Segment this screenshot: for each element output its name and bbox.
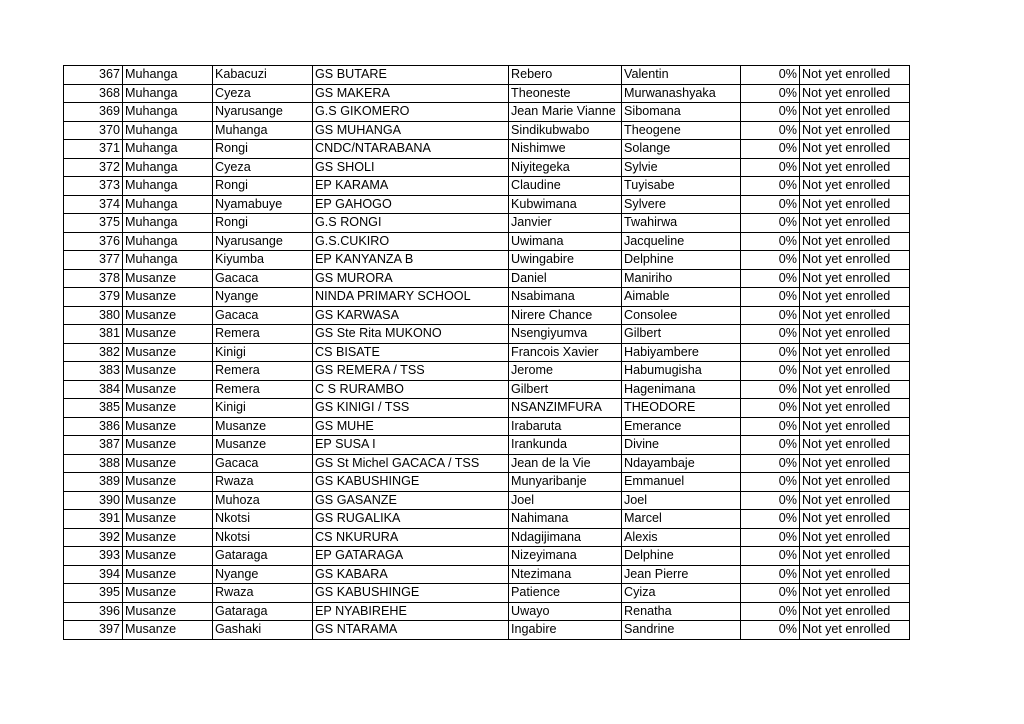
cell-last-name: Hagenimana: [622, 380, 741, 399]
cell-school: C S RURAMBO: [313, 380, 509, 399]
cell-enrollment-status: Not yet enrolled: [800, 380, 910, 399]
cell-enrollment-status: Not yet enrolled: [800, 140, 910, 159]
cell-first-name: NSANZIMFURA: [509, 399, 622, 418]
cell-enrollment-status: Not yet enrolled: [800, 343, 910, 362]
cell-last-name: Sylvie: [622, 158, 741, 177]
cell-sector: Remera: [213, 380, 313, 399]
cell-school: GS St Michel GACACA / TSS: [313, 454, 509, 473]
cell-enrollment-status: Not yet enrolled: [800, 325, 910, 344]
cell-first-name: Niyitegeka: [509, 158, 622, 177]
cell-school: EP GAHOGO: [313, 195, 509, 214]
cell-enrollment-status: Not yet enrolled: [800, 621, 910, 640]
cell-sector: Gashaki: [213, 621, 313, 640]
cell-district: Musanze: [123, 510, 213, 529]
table-row: [64, 103, 910, 122]
table-row: [64, 602, 910, 621]
cell-progress-percent: 0%: [741, 510, 800, 529]
cell-progress-percent: 0%: [741, 380, 800, 399]
cell-enrollment-status: Not yet enrolled: [800, 399, 910, 418]
cell-row-number: 383: [64, 362, 123, 381]
cell-progress-percent: 0%: [741, 602, 800, 621]
cell-first-name: Janvier: [509, 214, 622, 233]
cell-enrollment-status: Not yet enrolled: [800, 528, 910, 547]
cell-progress-percent: 0%: [741, 436, 800, 455]
cell-last-name: Aimable: [622, 288, 741, 307]
cell-first-name: Ntezimana: [509, 565, 622, 584]
cell-first-name: Rebero: [509, 66, 622, 85]
cell-progress-percent: 0%: [741, 177, 800, 196]
table-row: [64, 417, 910, 436]
cell-last-name: Emmanuel: [622, 473, 741, 492]
cell-last-name: Ndayambaje: [622, 454, 741, 473]
cell-sector: Musanze: [213, 417, 313, 436]
cell-district: Musanze: [123, 621, 213, 640]
table-row: [64, 436, 910, 455]
cell-progress-percent: 0%: [741, 214, 800, 233]
cell-last-name: Delphine: [622, 547, 741, 566]
cell-last-name: Alexis: [622, 528, 741, 547]
cell-progress-percent: 0%: [741, 251, 800, 270]
cell-district: Muhanga: [123, 140, 213, 159]
cell-school: GS MUHE: [313, 417, 509, 436]
cell-last-name: Valentin: [622, 66, 741, 85]
cell-enrollment-status: Not yet enrolled: [800, 473, 910, 492]
cell-school: GS GASANZE: [313, 491, 509, 510]
cell-first-name: Irabaruta: [509, 417, 622, 436]
cell-enrollment-status: Not yet enrolled: [800, 288, 910, 307]
cell-first-name: Uwimana: [509, 232, 622, 251]
cell-row-number: 367: [64, 66, 123, 85]
cell-row-number: 389: [64, 473, 123, 492]
table-row: [64, 269, 910, 288]
cell-sector: Rongi: [213, 177, 313, 196]
table-row: [64, 140, 910, 159]
cell-sector: Nkotsi: [213, 510, 313, 529]
cell-last-name: Divine: [622, 436, 741, 455]
cell-district: Muhanga: [123, 177, 213, 196]
table-row: [64, 584, 910, 603]
cell-row-number: 390: [64, 491, 123, 510]
cell-school: GS BUTARE: [313, 66, 509, 85]
cell-district: Musanze: [123, 325, 213, 344]
cell-first-name: Gilbert: [509, 380, 622, 399]
cell-sector: Rongi: [213, 214, 313, 233]
cell-progress-percent: 0%: [741, 232, 800, 251]
table-row: [64, 84, 910, 103]
cell-last-name: Solange: [622, 140, 741, 159]
cell-district: Muhanga: [123, 232, 213, 251]
cell-sector: Cyeza: [213, 84, 313, 103]
cell-school: GS NTARAMA: [313, 621, 509, 640]
cell-row-number: 394: [64, 565, 123, 584]
table-row: [64, 306, 910, 325]
cell-district: Musanze: [123, 343, 213, 362]
cell-progress-percent: 0%: [741, 547, 800, 566]
cell-district: Muhanga: [123, 84, 213, 103]
cell-district: Muhanga: [123, 195, 213, 214]
cell-sector: Nyarusange: [213, 232, 313, 251]
cell-school: EP SUSA I: [313, 436, 509, 455]
cell-progress-percent: 0%: [741, 473, 800, 492]
cell-district: Musanze: [123, 399, 213, 418]
cell-district: Musanze: [123, 436, 213, 455]
table-row: [64, 454, 910, 473]
cell-progress-percent: 0%: [741, 195, 800, 214]
cell-district: Muhanga: [123, 121, 213, 140]
cell-enrollment-status: Not yet enrolled: [800, 547, 910, 566]
table-row: [64, 473, 910, 492]
cell-progress-percent: 0%: [741, 621, 800, 640]
cell-row-number: 370: [64, 121, 123, 140]
cell-first-name: Nahimana: [509, 510, 622, 529]
cell-last-name: Jean Pierre: [622, 565, 741, 584]
cell-progress-percent: 0%: [741, 269, 800, 288]
cell-enrollment-status: Not yet enrolled: [800, 436, 910, 455]
cell-last-name: THEODORE: [622, 399, 741, 418]
cell-enrollment-status: Not yet enrolled: [800, 158, 910, 177]
cell-row-number: 388: [64, 454, 123, 473]
cell-progress-percent: 0%: [741, 121, 800, 140]
cell-row-number: 374: [64, 195, 123, 214]
cell-row-number: 395: [64, 584, 123, 603]
cell-row-number: 379: [64, 288, 123, 307]
cell-district: Muhanga: [123, 214, 213, 233]
cell-row-number: 386: [64, 417, 123, 436]
cell-progress-percent: 0%: [741, 140, 800, 159]
cell-enrollment-status: Not yet enrolled: [800, 565, 910, 584]
cell-district: Musanze: [123, 473, 213, 492]
cell-progress-percent: 0%: [741, 565, 800, 584]
cell-enrollment-status: Not yet enrolled: [800, 306, 910, 325]
cell-first-name: Jean de la Vie: [509, 454, 622, 473]
cell-progress-percent: 0%: [741, 362, 800, 381]
cell-district: Musanze: [123, 454, 213, 473]
table-row: [64, 66, 910, 85]
cell-first-name: Jerome: [509, 362, 622, 381]
cell-sector: Nyange: [213, 565, 313, 584]
cell-progress-percent: 0%: [741, 325, 800, 344]
cell-school: GS MAKERA: [313, 84, 509, 103]
cell-school: GS MURORA: [313, 269, 509, 288]
table-row: [64, 510, 910, 529]
cell-progress-percent: 0%: [741, 584, 800, 603]
cell-row-number: 372: [64, 158, 123, 177]
cell-district: Musanze: [123, 528, 213, 547]
cell-last-name: Consolee: [622, 306, 741, 325]
cell-school: GS KINIGI / TSS: [313, 399, 509, 418]
cell-sector: Gacaca: [213, 269, 313, 288]
table-row: [64, 232, 910, 251]
cell-enrollment-status: Not yet enrolled: [800, 602, 910, 621]
table-row: [64, 177, 910, 196]
cell-sector: Rwaza: [213, 473, 313, 492]
cell-sector: Cyeza: [213, 158, 313, 177]
cell-first-name: Sindikubwabo: [509, 121, 622, 140]
cell-first-name: Nsengiyumva: [509, 325, 622, 344]
cell-last-name: Emerance: [622, 417, 741, 436]
cell-enrollment-status: Not yet enrolled: [800, 214, 910, 233]
cell-enrollment-status: Not yet enrolled: [800, 103, 910, 122]
cell-enrollment-status: Not yet enrolled: [800, 454, 910, 473]
cell-row-number: 397: [64, 621, 123, 640]
cell-last-name: Joel: [622, 491, 741, 510]
cell-first-name: Jean Marie Vianne: [509, 103, 622, 122]
cell-row-number: 384: [64, 380, 123, 399]
cell-sector: Gacaca: [213, 306, 313, 325]
cell-school: GS KABARA: [313, 565, 509, 584]
cell-enrollment-status: Not yet enrolled: [800, 362, 910, 381]
cell-row-number: 376: [64, 232, 123, 251]
cell-sector: Gataraga: [213, 547, 313, 566]
cell-row-number: 385: [64, 399, 123, 418]
cell-sector: Kinigi: [213, 399, 313, 418]
cell-school: GS MUHANGA: [313, 121, 509, 140]
cell-last-name: Jacqueline: [622, 232, 741, 251]
cell-first-name: Uwayo: [509, 602, 622, 621]
cell-first-name: Francois Xavier: [509, 343, 622, 362]
cell-last-name: Murwanashyaka: [622, 84, 741, 103]
cell-progress-percent: 0%: [741, 288, 800, 307]
table-row: [64, 565, 910, 584]
cell-sector: Muhanga: [213, 121, 313, 140]
cell-first-name: Nishimwe: [509, 140, 622, 159]
cell-first-name: Uwingabire: [509, 251, 622, 270]
cell-sector: Nyamabuye: [213, 195, 313, 214]
cell-sector: Gacaca: [213, 454, 313, 473]
cell-district: Musanze: [123, 288, 213, 307]
cell-last-name: Cyiza: [622, 584, 741, 603]
cell-district: Musanze: [123, 362, 213, 381]
cell-school: CS NKURURA: [313, 528, 509, 547]
table-row: [64, 343, 910, 362]
cell-school: GS REMERA / TSS: [313, 362, 509, 381]
table-row: [64, 547, 910, 566]
cell-first-name: Irankunda: [509, 436, 622, 455]
cell-first-name: Daniel: [509, 269, 622, 288]
cell-school: GS KARWASA: [313, 306, 509, 325]
cell-enrollment-status: Not yet enrolled: [800, 251, 910, 270]
cell-row-number: 368: [64, 84, 123, 103]
cell-enrollment-status: Not yet enrolled: [800, 232, 910, 251]
cell-sector: Rongi: [213, 140, 313, 159]
cell-last-name: Theogene: [622, 121, 741, 140]
cell-progress-percent: 0%: [741, 306, 800, 325]
cell-enrollment-status: Not yet enrolled: [800, 66, 910, 85]
table-body: [64, 66, 910, 640]
table-row: [64, 121, 910, 140]
cell-first-name: Nsabimana: [509, 288, 622, 307]
cell-last-name: Gilbert: [622, 325, 741, 344]
cell-district: Musanze: [123, 565, 213, 584]
cell-row-number: 377: [64, 251, 123, 270]
cell-last-name: Habumugisha: [622, 362, 741, 381]
cell-enrollment-status: Not yet enrolled: [800, 195, 910, 214]
cell-school: G.S.CUKIRO: [313, 232, 509, 251]
cell-sector: Nyange: [213, 288, 313, 307]
cell-first-name: Nizeyimana: [509, 547, 622, 566]
cell-sector: Musanze: [213, 436, 313, 455]
cell-row-number: 393: [64, 547, 123, 566]
cell-row-number: 369: [64, 103, 123, 122]
cell-last-name: Habiyambere: [622, 343, 741, 362]
cell-school: G.S GIKOMERO: [313, 103, 509, 122]
cell-sector: Nyarusange: [213, 103, 313, 122]
cell-school: GS RUGALIKA: [313, 510, 509, 529]
cell-last-name: Twahirwa: [622, 214, 741, 233]
table-row: [64, 362, 910, 381]
table-row: [64, 528, 910, 547]
cell-enrollment-status: Not yet enrolled: [800, 84, 910, 103]
cell-row-number: 380: [64, 306, 123, 325]
cell-school: CNDC/NTARABANA: [313, 140, 509, 159]
cell-enrollment-status: Not yet enrolled: [800, 269, 910, 288]
cell-first-name: Kubwimana: [509, 195, 622, 214]
cell-district: Musanze: [123, 547, 213, 566]
table-row: [64, 195, 910, 214]
table-row: [64, 380, 910, 399]
cell-district: Muhanga: [123, 251, 213, 270]
cell-enrollment-status: Not yet enrolled: [800, 491, 910, 510]
cell-last-name: Marcel: [622, 510, 741, 529]
cell-sector: Nkotsi: [213, 528, 313, 547]
cell-district: Musanze: [123, 584, 213, 603]
cell-row-number: 373: [64, 177, 123, 196]
cell-school: EP GATARAGA: [313, 547, 509, 566]
cell-school: NINDA PRIMARY SCHOOL: [313, 288, 509, 307]
cell-first-name: Munyaribanje: [509, 473, 622, 492]
cell-district: Muhanga: [123, 158, 213, 177]
table-row: [64, 325, 910, 344]
cell-enrollment-status: Not yet enrolled: [800, 510, 910, 529]
cell-row-number: 371: [64, 140, 123, 159]
cell-row-number: 381: [64, 325, 123, 344]
cell-last-name: Sibomana: [622, 103, 741, 122]
cell-first-name: Theoneste: [509, 84, 622, 103]
cell-district: Musanze: [123, 417, 213, 436]
cell-school: GS Ste Rita MUKONO: [313, 325, 509, 344]
cell-first-name: Joel: [509, 491, 622, 510]
cell-progress-percent: 0%: [741, 399, 800, 418]
table-row: [64, 491, 910, 510]
cell-sector: Remera: [213, 325, 313, 344]
cell-district: Muhanga: [123, 103, 213, 122]
cell-row-number: 382: [64, 343, 123, 362]
table-row: [64, 621, 910, 640]
cell-school: GS SHOLI: [313, 158, 509, 177]
cell-row-number: 387: [64, 436, 123, 455]
cell-school: EP NYABIREHE: [313, 602, 509, 621]
cell-progress-percent: 0%: [741, 343, 800, 362]
cell-last-name: Sylvere: [622, 195, 741, 214]
table-row: [64, 158, 910, 177]
table-row: [64, 251, 910, 270]
cell-first-name: Patience: [509, 584, 622, 603]
cell-first-name: Claudine: [509, 177, 622, 196]
cell-row-number: 378: [64, 269, 123, 288]
cell-sector: Kinigi: [213, 343, 313, 362]
cell-school: GS KABUSHINGE: [313, 473, 509, 492]
enrollment-table: [63, 65, 910, 640]
cell-school: CS BISATE: [313, 343, 509, 362]
cell-enrollment-status: Not yet enrolled: [800, 417, 910, 436]
cell-row-number: 391: [64, 510, 123, 529]
table-row: [64, 214, 910, 233]
cell-progress-percent: 0%: [741, 417, 800, 436]
cell-enrollment-status: Not yet enrolled: [800, 121, 910, 140]
cell-sector: Kiyumba: [213, 251, 313, 270]
cell-sector: Remera: [213, 362, 313, 381]
cell-enrollment-status: Not yet enrolled: [800, 584, 910, 603]
cell-sector: Rwaza: [213, 584, 313, 603]
cell-progress-percent: 0%: [741, 84, 800, 103]
cell-progress-percent: 0%: [741, 454, 800, 473]
cell-row-number: 375: [64, 214, 123, 233]
cell-first-name: Nirere Chance: [509, 306, 622, 325]
cell-progress-percent: 0%: [741, 528, 800, 547]
cell-last-name: Delphine: [622, 251, 741, 270]
cell-last-name: Sandrine: [622, 621, 741, 640]
cell-district: Musanze: [123, 306, 213, 325]
cell-first-name: Ndagijimana: [509, 528, 622, 547]
cell-row-number: 392: [64, 528, 123, 547]
cell-district: Musanze: [123, 602, 213, 621]
cell-progress-percent: 0%: [741, 66, 800, 85]
cell-school: EP KARAMA: [313, 177, 509, 196]
cell-district: Muhanga: [123, 66, 213, 85]
cell-progress-percent: 0%: [741, 491, 800, 510]
cell-district: Musanze: [123, 380, 213, 399]
cell-last-name: Maniriho: [622, 269, 741, 288]
cell-district: Musanze: [123, 269, 213, 288]
cell-row-number: 396: [64, 602, 123, 621]
cell-progress-percent: 0%: [741, 103, 800, 122]
cell-school: G.S RONGI: [313, 214, 509, 233]
cell-sector: Gataraga: [213, 602, 313, 621]
table-row: [64, 399, 910, 418]
table-row: [64, 288, 910, 307]
cell-school: GS KABUSHINGE: [313, 584, 509, 603]
cell-last-name: Renatha: [622, 602, 741, 621]
cell-sector: Muhoza: [213, 491, 313, 510]
cell-sector: Kabacuzi: [213, 66, 313, 85]
cell-enrollment-status: Not yet enrolled: [800, 177, 910, 196]
cell-first-name: Ingabire: [509, 621, 622, 640]
cell-last-name: Tuyisabe: [622, 177, 741, 196]
cell-district: Musanze: [123, 491, 213, 510]
cell-school: EP KANYANZA B: [313, 251, 509, 270]
cell-progress-percent: 0%: [741, 158, 800, 177]
